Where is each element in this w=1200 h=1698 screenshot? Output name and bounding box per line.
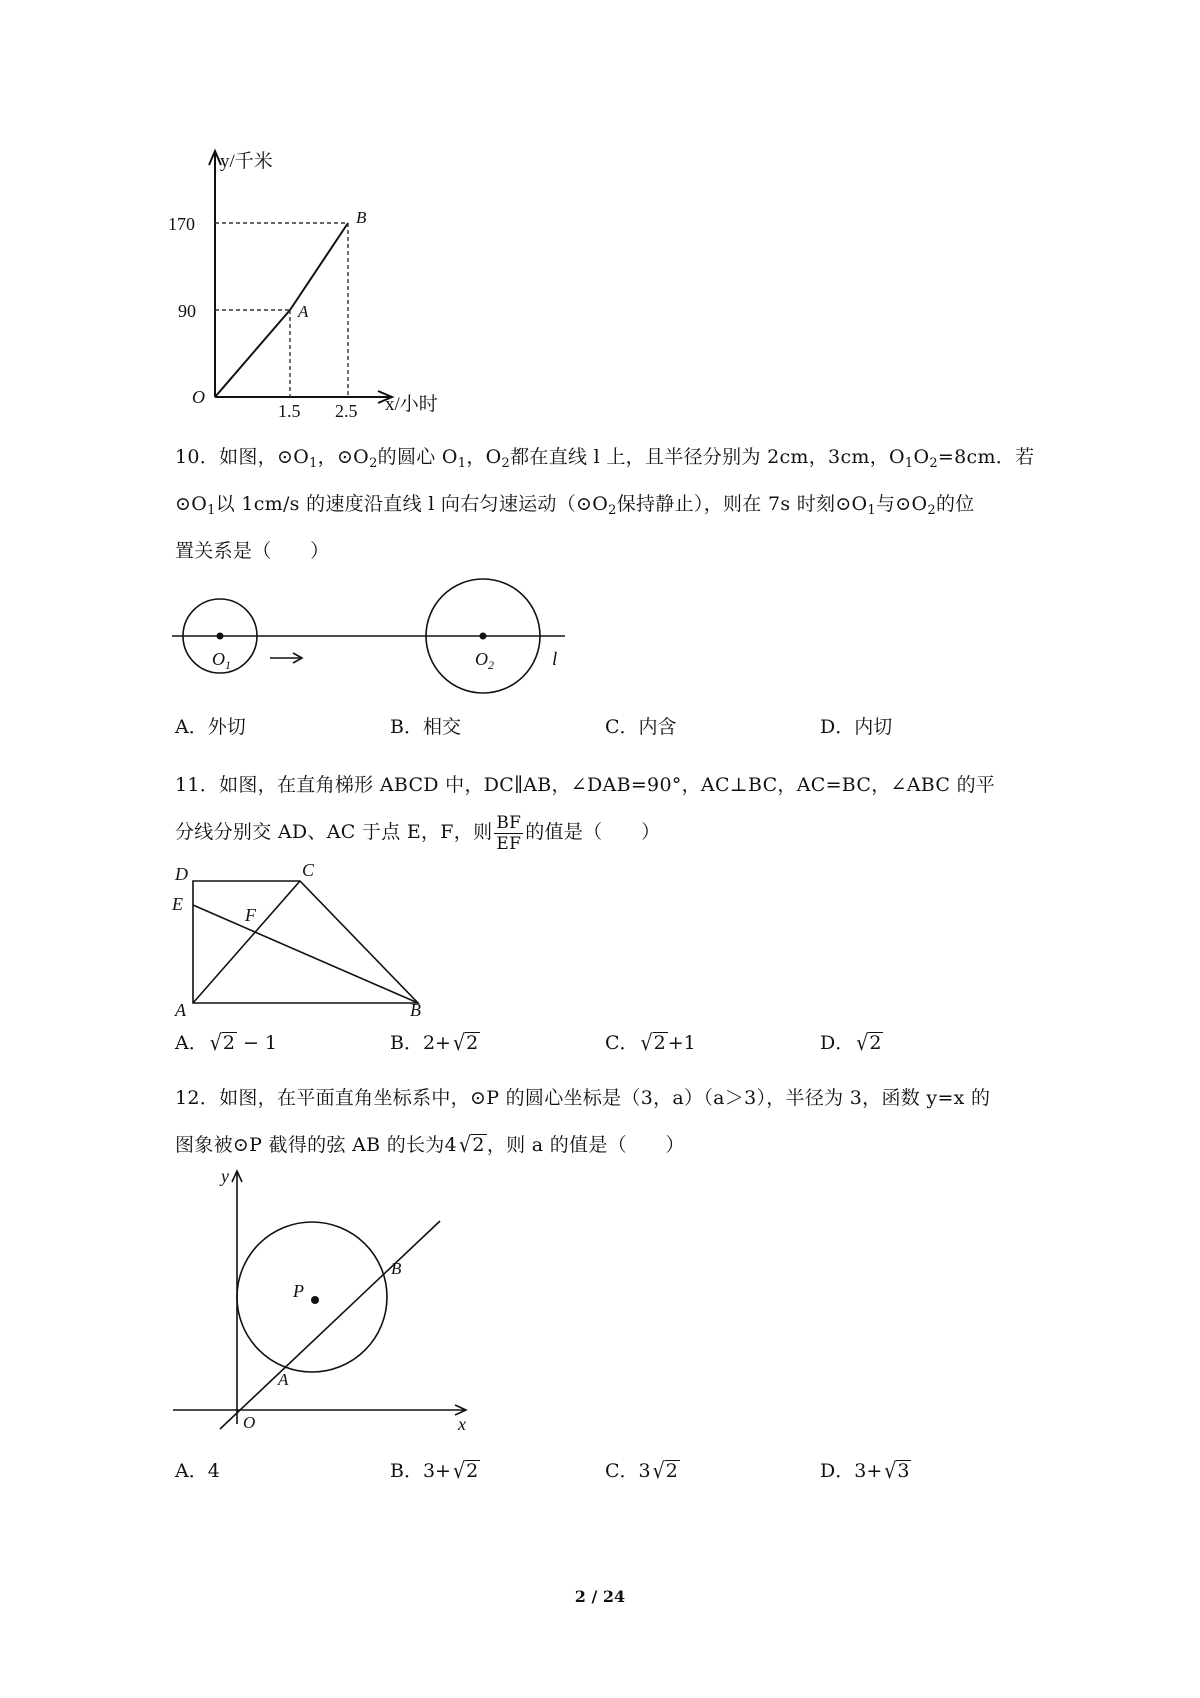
line-y-equals-x <box>220 1221 440 1429</box>
point-e: E <box>172 894 183 914</box>
q10-option-c[interactable]: C．内含 <box>605 716 677 738</box>
point-a-label: A <box>278 1370 289 1389</box>
question-10 <box>175 434 1035 575</box>
point-b-label: B <box>356 208 367 227</box>
two-circles-figure <box>170 585 570 710</box>
point-b-label: B <box>391 1259 402 1278</box>
question-12 <box>175 1075 1035 1169</box>
bf-over-ef-fraction: $\frac{BF}{EF}$ <box>496 812 522 854</box>
line-l-label: l <box>552 649 558 670</box>
center-p <box>311 1296 319 1304</box>
q12-option-a[interactable]: A．4 <box>175 1460 220 1482</box>
x-tick-2-5: 2.5 <box>335 401 358 421</box>
page-number: 2 / 24 <box>574 1587 626 1606</box>
q12-line-2: 图象被⊙P 截得的弦 AB 的长为4 √2 ，则 a 的值是（ ） <box>175 1132 685 1158</box>
trapezoid-figure <box>165 858 445 1018</box>
bisector-be <box>193 905 418 1003</box>
question-11 <box>175 762 1035 856</box>
q11-option-b[interactable]: B．2+ √2 <box>390 1030 479 1056</box>
vertex-a: A <box>175 1000 186 1020</box>
circle-p <box>237 1222 387 1372</box>
origin-o: O <box>243 1413 256 1432</box>
q11-option-c[interactable]: C． √2 +1 <box>605 1030 696 1056</box>
x-axis-label: x/小时 <box>385 394 438 415</box>
q11-line-2: 分线分别交 AD、AC 于点 E，F，则 $\frac{BF}{EF}$ 的值是（ ） <box>175 812 661 854</box>
q12-option-d[interactable]: D．3+ √3 <box>820 1458 910 1484</box>
center-p-label: P <box>293 1281 304 1301</box>
q10-option-a[interactable]: A．外切 <box>175 716 246 738</box>
q12-option-c[interactable]: C．3 √2 <box>605 1458 678 1484</box>
coordinate-circle-figure <box>165 1162 485 1432</box>
q10-options <box>175 712 1055 746</box>
y-tick-90: 90 <box>178 301 196 321</box>
q10-line-2: $⊙O_1$以 1cm/s 的速度沿直线 l 向右匀速运动（$⊙O_2$保持静止），则在 7s 时刻$⊙O_1$与$⊙O_2$的位 <box>175 493 975 518</box>
trapezoid-abcd <box>193 881 418 1003</box>
y-tick-170: 170 <box>168 214 195 234</box>
q10-option-d[interactable]: D．内切 <box>820 716 893 738</box>
origin-label: O <box>192 387 205 407</box>
diagonal-ac <box>193 881 300 1003</box>
vertex-b: B <box>410 1000 421 1020</box>
q12-option-b[interactable]: B．3+ √2 <box>390 1458 479 1484</box>
q11-option-a[interactable]: A． √2 − 1 <box>175 1030 278 1056</box>
q11-options <box>175 1028 1055 1062</box>
vertex-c: C <box>302 860 315 880</box>
point-f: F <box>245 905 256 925</box>
vertex-d: D <box>175 864 188 884</box>
x-label: x <box>458 1414 466 1434</box>
q10-line-3: 置关系是（ ） <box>175 540 330 562</box>
center-o1 <box>217 633 224 640</box>
segment-ab <box>290 223 348 310</box>
o2-label: $O_2$ <box>475 649 494 672</box>
q11-option-d[interactable]: D． √2 <box>820 1030 882 1056</box>
y-axis-label: y/千米 <box>220 151 273 172</box>
point-a-label: A <box>298 302 309 321</box>
distance-time-graph <box>168 145 470 421</box>
q10-option-b[interactable]: B．相交 <box>390 716 461 738</box>
q12-options <box>175 1456 1055 1490</box>
center-o2 <box>480 633 487 640</box>
q11-line-1: 11．如图，在直角梯形 ABCD 中，DC∥AB，∠DAB=90°，AC⊥BC，AC=BC，∠ABC 的平 <box>175 774 996 796</box>
q12-line-1: 12．如图，在平面直角坐标系中，⊙P 的圆心坐标是（3，a）（a＞3），半径为 3，函数 y=x 的 <box>175 1087 991 1109</box>
segment-oa <box>215 310 290 397</box>
o1-label: $O_1$ <box>212 649 231 672</box>
y-label: y <box>221 1166 229 1186</box>
q10-line-1: 10．如图，$⊙O_1$，$⊙O_2$的圆心 $O_1$，$O_2$都在直线 l 上，且半径分别为 2cm，3cm，$O_1O_2=8cm$．若 <box>175 446 1035 471</box>
x-tick-1-5: 1.5 <box>278 401 301 421</box>
